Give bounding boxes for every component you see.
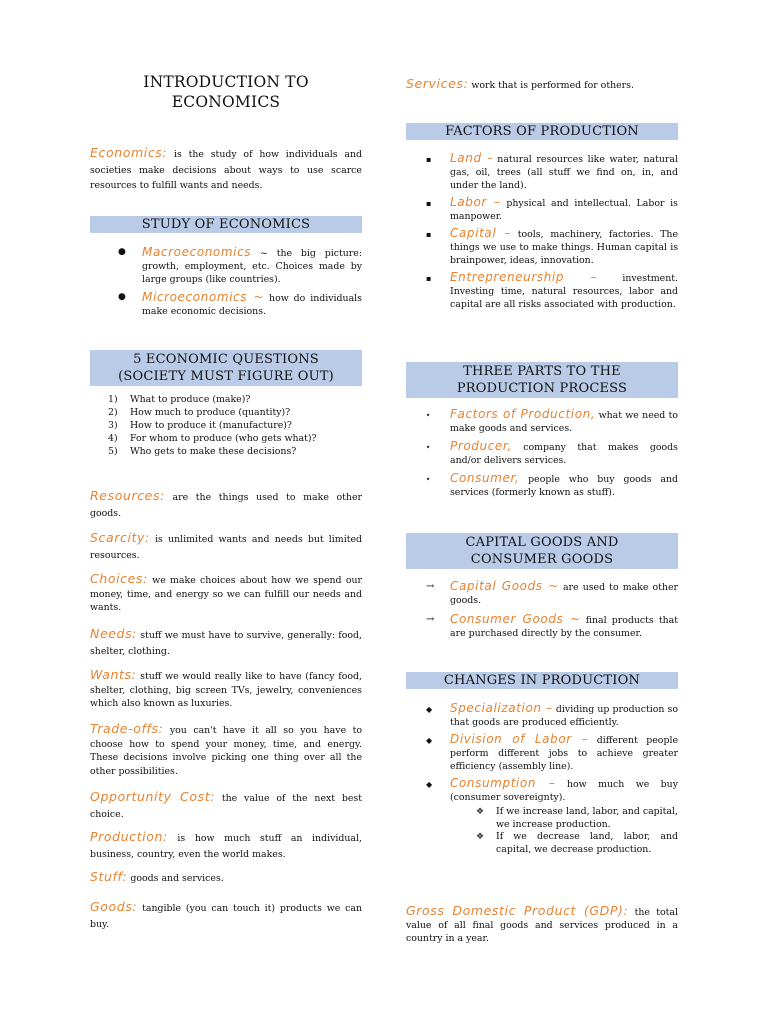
factors-list xyxy=(406,152,678,311)
goods-definition: Goods: tangible (you can touch it) products we can buy. xyxy=(90,899,362,930)
consumption-sublist xyxy=(450,806,678,856)
list-item: 5) Who gets to make these decisions? xyxy=(108,446,297,457)
list-item: 3) How to produce it (manufacture)? xyxy=(108,420,292,431)
list-item: → Capital Goods ~ are used to make other goods. xyxy=(426,579,678,606)
changes-list xyxy=(406,702,678,856)
list-item: ‣ Factors of Production, what we need to make goods and services. xyxy=(426,407,678,434)
needs-definition: Needs: stuff we must have to survive, generally: food, shelter, clothing. xyxy=(90,626,363,657)
bullet-icon: ● xyxy=(118,247,126,257)
questions-list xyxy=(108,393,358,458)
document-title: INTRODUCTION TO ECONOMICS xyxy=(143,73,309,111)
triangle-bullet-icon: ‣ xyxy=(426,475,431,484)
capital-goods-list xyxy=(406,580,678,640)
diamond-bullet-icon: ◆ xyxy=(426,705,433,714)
list-item: ❖ If we decrease land, labor, and capital, we decrease production. xyxy=(476,831,678,855)
economics-definition: Economics: is the study of how individuals and societies make decisions about ways to use scarce resources to fulfill wants and needs. xyxy=(90,145,362,191)
square-bullet-icon: ▪ xyxy=(426,274,432,283)
opportunity-cost-definition: Opportunity Cost: the value of the next best choice. xyxy=(90,789,363,820)
list-item: 1) What to produce (make)? xyxy=(108,394,251,405)
square-bullet-icon: ▪ xyxy=(426,155,432,164)
arrow-right-icon: → xyxy=(426,581,435,592)
triangle-bullet-icon: ‣ xyxy=(426,411,431,420)
stuff-definition: Stuff: goods and services. xyxy=(90,869,224,884)
list-item: → Consumer Goods ~ final products that are purchased directly by the consumer. xyxy=(426,612,679,639)
list-item: ◆ Division of Labor – different people perform different jobs to achieve greater efficiency (assembly line). xyxy=(426,732,679,772)
production-definition: Production: is how much stuff an individual, business, country, even the world makes. xyxy=(90,829,362,860)
wants-definition: Wants: stuff we would really like to have (fancy food, shelter, clothing, big screen TVs, jewelry, conveniences which also known as luxuries. xyxy=(90,667,362,709)
cross-bullet-icon: ❖ xyxy=(476,807,485,817)
trade-offs-definition: Trade-offs: you can't have it all so you have to choose how to spend your money, time, and energy. These decisions involve picking one thing over all the other possibilities. xyxy=(90,721,362,777)
diamond-bullet-icon: ◆ xyxy=(426,736,433,745)
list-item: ▪ Labor – physical and intellectual. Labor is manpower. xyxy=(426,195,678,222)
list-item: ▪ Capital – tools, machinery, factories. The things we use to make things. Human capital is brainpower, ideas, innovation. xyxy=(426,226,678,266)
list-item: ❖ If we increase land, labor, and capital, we increase production. xyxy=(476,806,678,830)
cross-bullet-icon: ❖ xyxy=(476,832,485,842)
capital-consumer-goods-banner: CAPITAL GOODS AND CONSUMER GOODS xyxy=(406,533,678,569)
three-parts-list xyxy=(406,408,678,499)
list-item: ◆ Consumption – how much we buy (consumer sovereignty). ❖ If we increase land, labor, and capital, we increase production. ❖ If we decrease land, labor, and capital, we decrease production. xyxy=(426,776,679,855)
list-item: 4) For whom to produce (who gets what)? xyxy=(108,433,317,444)
gdp-definition: Gross Domestic Product (GDP): the total value of all final goods and services produced in a country in a year. xyxy=(406,903,678,944)
study-list xyxy=(90,246,362,318)
list-item: ▪ Land - natural resources like water, natural gas, oil, trees (all stuff we find on, in, and under the land). xyxy=(426,151,679,191)
list-item: ‣ Consumer, people who buy goods and services (formerly known as stuff). xyxy=(426,471,679,498)
three-parts-banner: THREE PARTS TO THE PRODUCTION PROCESS xyxy=(406,362,678,398)
square-bullet-icon: ▪ xyxy=(426,230,432,239)
study-of-economics-banner: STUDY OF ECONOMICS xyxy=(90,216,362,233)
list-item: ▪ Entrepreneurship – investment. Investing time, natural resources, labor and capital are all risks associated with production. xyxy=(426,270,679,310)
choices-definition: Choices: we make choices about how we spend our money, time, and energy so we can fulfill our needs and wants. xyxy=(90,571,362,613)
changes-in-production-banner: CHANGES IN PRODUCTION xyxy=(406,672,678,689)
list-item: ● Microeconomics ~ how do individuals make economic decisions. xyxy=(118,290,362,317)
scarcity-definition: Scarcity: is unlimited wants and needs but limited resources. xyxy=(90,530,363,561)
diamond-bullet-icon: ◆ xyxy=(426,780,433,789)
square-bullet-icon: ▪ xyxy=(426,199,432,208)
resources-definition: Resources: are the things used to make other goods. xyxy=(90,488,362,519)
bullet-icon: ● xyxy=(118,292,126,302)
economic-questions-banner: 5 ECONOMIC QUESTIONS (SOCIETY MUST FIGURE OUT) xyxy=(90,350,362,386)
list-item: ‣ Producer, company that makes goods and/or delivers services. xyxy=(426,439,678,466)
list-item: 2) How much to produce (quantity)? xyxy=(108,407,291,418)
arrow-right-icon: → xyxy=(426,614,435,625)
list-item: ● Macroeconomics ~ the big picture: growth, employment, etc. Choices made by large groups (like countries). xyxy=(118,245,362,285)
services-definition: Services: work that is performed for others. xyxy=(406,76,634,91)
factors-of-production-banner: FACTORS OF PRODUCTION xyxy=(406,123,678,140)
list-item: ◆ Specialization – dividing up production so that goods are produced efficiently. xyxy=(426,701,679,728)
triangle-bullet-icon: ‣ xyxy=(426,443,431,452)
